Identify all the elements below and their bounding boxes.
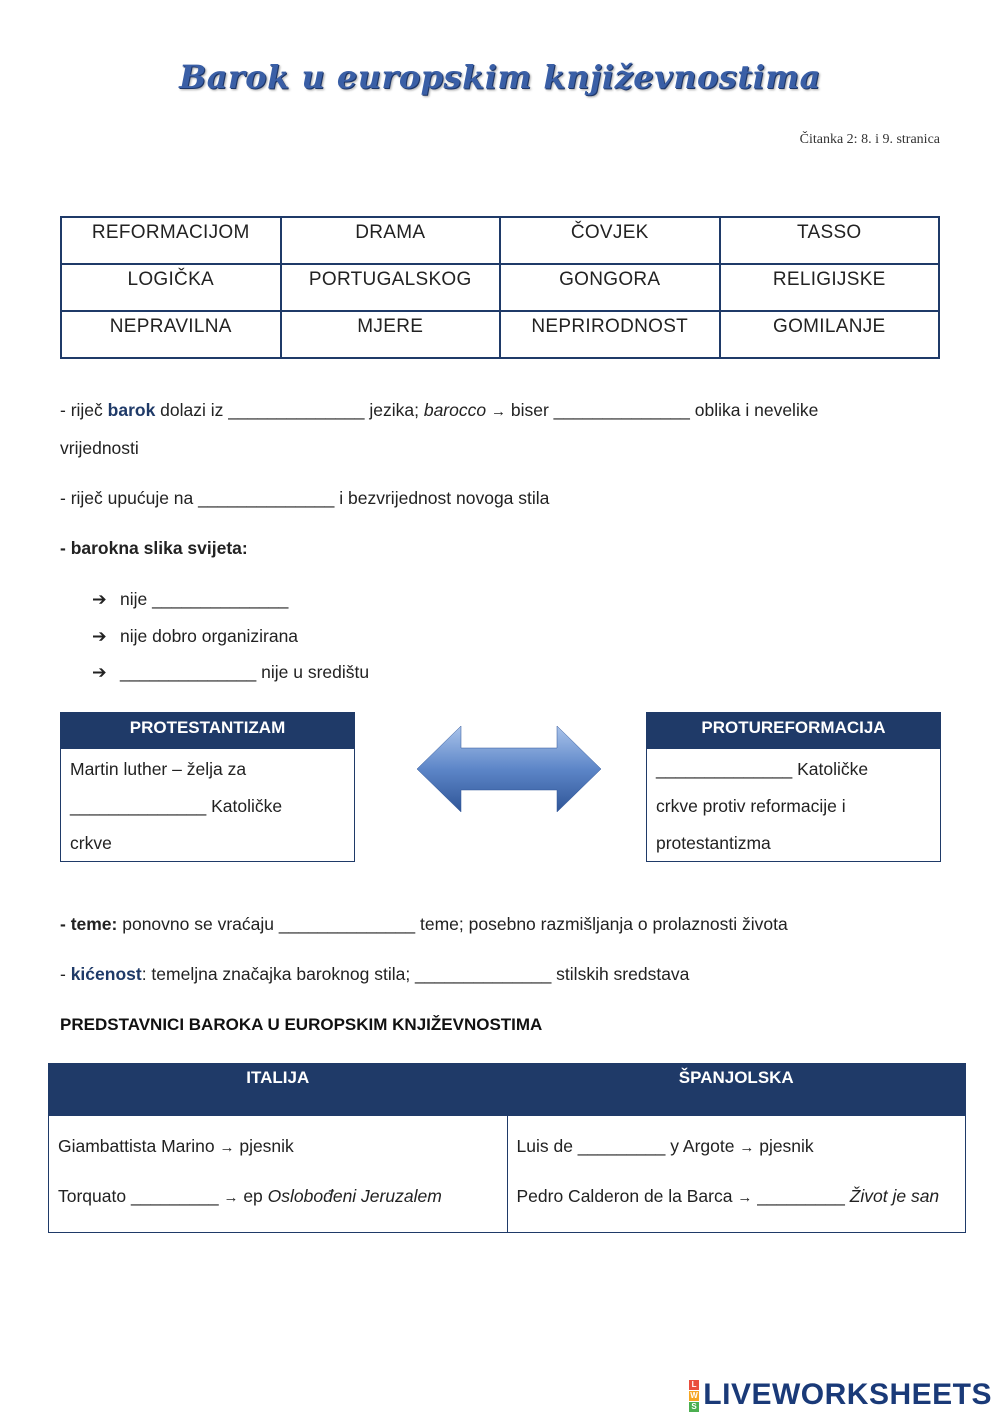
- arrow-bullet-icon: ➔: [92, 589, 107, 609]
- sentence-origin: - riječ barok dolazi iz ______________ jezika; barocco → biser ______________ oblika i nevelike: [60, 400, 819, 420]
- word-bank-cell[interactable]: NEPRAVILNA: [61, 311, 281, 358]
- blank-themes[interactable]: ______________: [278, 914, 416, 934]
- blank-torquato[interactable]: _________: [130, 1186, 219, 1206]
- bullet-item: ➔ nije dobro organizirana: [92, 626, 299, 646]
- blank-counter-reformation[interactable]: ______________: [656, 759, 793, 779]
- keyword-kicenost: kićenost: [70, 964, 142, 984]
- blank-luis-de[interactable]: _________: [577, 1136, 666, 1156]
- bullet-item: ➔ ______________ nije u središtu: [92, 662, 370, 682]
- protestantism-body: Martin luther – želja za ______________ Katoličke crkve: [70, 759, 283, 853]
- double-arrow-icon: [415, 724, 603, 814]
- blank-worldview-1[interactable]: ______________: [152, 589, 289, 609]
- word-bank-cell[interactable]: LOGIČKA: [61, 264, 281, 311]
- word-bank-row: [61, 217, 939, 264]
- sentence-themes: - teme: ponovno se vraćaju ______________ teme; posebno razmišljanja o prolaznosti života: [60, 914, 788, 934]
- page-title: Barok u europskim književnostima: [179, 58, 821, 96]
- right-arrow-icon: →: [490, 403, 506, 420]
- bullet-item: ➔ nije ______________: [92, 589, 289, 609]
- sentence-ornateness: - kićenost: temeljna značajka baroknog stila; ______________ stilskih sredstava: [60, 964, 690, 984]
- blank-pearl-shape[interactable]: ______________: [553, 400, 690, 420]
- word-bank-cell[interactable]: DRAMA: [281, 217, 501, 264]
- right-arrow-icon: →: [223, 1189, 239, 1206]
- column-header-spain: ŠPANJOLSKA: [507, 1064, 966, 1116]
- word-bank-cell[interactable]: REFORMACIJOM: [61, 217, 281, 264]
- word-bank-cell[interactable]: RELIGIJSKE: [720, 264, 940, 311]
- word-bank-cell[interactable]: MJERE: [281, 311, 501, 358]
- blank-calderon[interactable]: _________: [757, 1186, 845, 1206]
- blank-worldview-3[interactable]: ______________: [120, 662, 257, 682]
- keyword-barok: barok: [107, 400, 156, 420]
- word-bank-cell[interactable]: PORTUGALSKOG: [281, 264, 501, 311]
- spain-cell: Luis de _________ y Argote → pjesnik Pedro Calderon de la Barca → _________ Život je san: [507, 1116, 966, 1233]
- protestantism-header: PROTESTANTIZAM: [61, 713, 354, 749]
- word-bank-cell[interactable]: TASSO: [720, 217, 940, 264]
- counter-reformation-box: [646, 712, 941, 862]
- blank-meaning[interactable]: ______________: [198, 488, 335, 508]
- page-reference: Čitanka 2: 8. i 9. stranica: [799, 132, 940, 147]
- word-bank-table: [60, 216, 940, 359]
- word-bank-cell[interactable]: GONGORA: [500, 264, 720, 311]
- representatives-title: PREDSTAVNICI BAROKA U EUROPSKIM KNJIŽEVNOSTIMA: [60, 1015, 543, 1034]
- word-bank-cell[interactable]: NEPRIRODNOST: [500, 311, 720, 358]
- arrow-bullet-icon: ➔: [92, 662, 107, 682]
- word-bank-cell[interactable]: ČOVJEK: [500, 217, 720, 264]
- sentence-meaning: - riječ upućuje na ______________ i bezvrijednost novoga stila: [60, 488, 550, 508]
- representatives-table: [48, 1063, 966, 1233]
- right-arrow-icon: →: [739, 1139, 755, 1156]
- italy-cell: Giambattista Marino → pjesnik Torquato _________ → ep Oslobođeni Jeruzalem: [49, 1116, 508, 1233]
- sentence-origin-cont: vrijednosti: [60, 438, 139, 458]
- right-arrow-icon: →: [219, 1139, 235, 1156]
- liveworksheets-logo[interactable]: L W S LIVEWORKSHEETS: [690, 1378, 992, 1411]
- word-bank-row: [61, 311, 939, 358]
- protestantism-box: [60, 712, 355, 862]
- word-bank-row: [61, 264, 939, 311]
- counter-reformation-header: PROTUREFORMACIJA: [647, 713, 940, 749]
- logo-blocks-icon: L W S: [690, 1379, 699, 1411]
- counter-reformation-body: ______________ Katoličke crkve protiv reformacije i protestantizma: [656, 759, 869, 853]
- blank-ornateness[interactable]: ______________: [415, 964, 552, 984]
- column-header-italy: ITALIJA: [49, 1064, 508, 1116]
- worldview-heading: - barokna slika svijeta:: [60, 538, 248, 558]
- word-bank-cell[interactable]: GOMILANJE: [720, 311, 940, 358]
- blank-protestantism[interactable]: ______________: [70, 796, 207, 816]
- arrow-bullet-icon: ➔: [92, 626, 107, 646]
- right-arrow-icon: →: [737, 1189, 753, 1206]
- blank-origin-language[interactable]: ______________: [228, 400, 365, 420]
